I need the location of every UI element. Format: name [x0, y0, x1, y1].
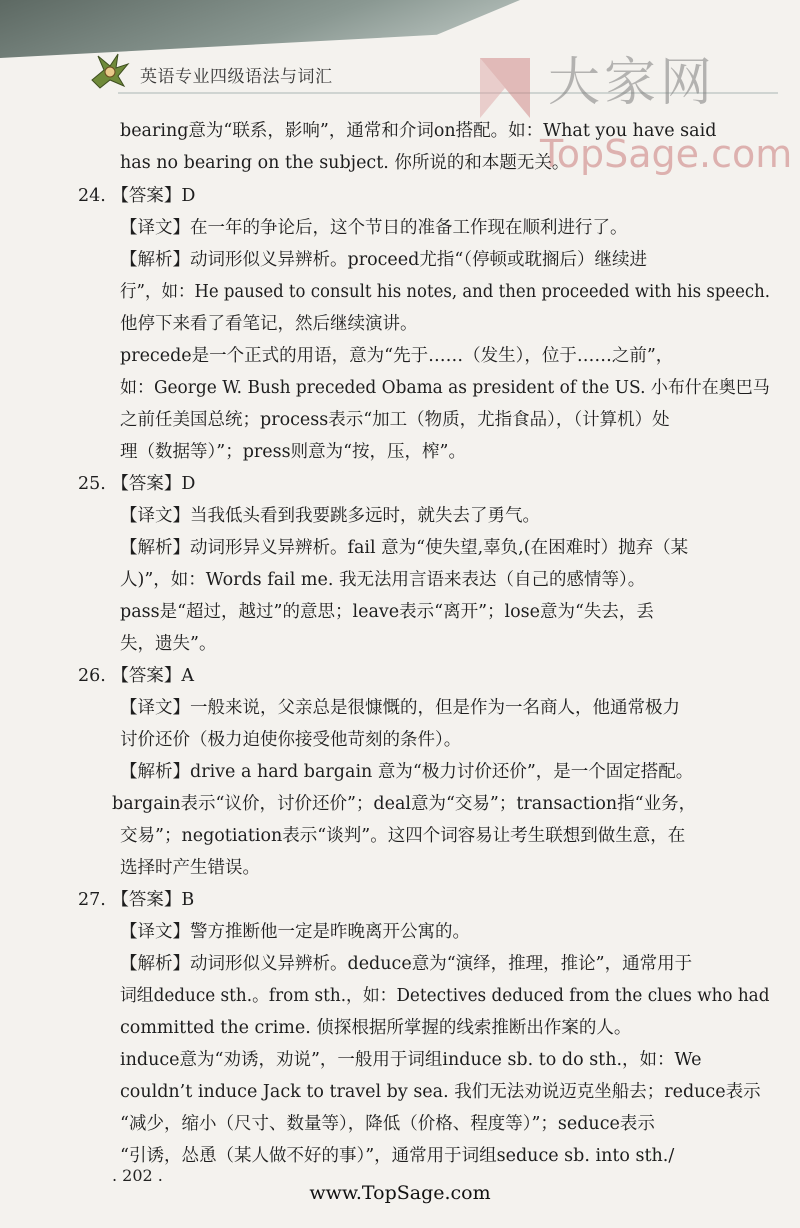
- text-line: 如：George W. Bush preceded Obama as president of the US. 小布什在奥巴马: [120, 378, 770, 398]
- text-line: 行”，如：He paused to consult his notes, and then proceeded with his speech.: [120, 282, 771, 302]
- watermark-english: TopSage.com: [540, 132, 793, 176]
- book-title: 英语专业四级语法与词汇: [140, 67, 333, 87]
- analysis-line: 【解析】drive a hard bargain 意为“极力讨价还价”，是一个固定搭配。: [120, 762, 694, 782]
- text-line: “减少，缩小（尺寸、数量等），降低（价格、程度等）”；seduce表示: [120, 1114, 655, 1134]
- translation-line: 【译文】警方推断他一定是昨晚离开公寓的。: [120, 922, 470, 942]
- text-line: 人)”，如：Words fail me. 我无法用言语来表达（自己的感情等）。: [120, 570, 646, 590]
- text-line: has no bearing on the subject. 你所说的和本题无关。: [120, 153, 570, 173]
- text-line: couldn’t induce Jack to travel by sea. 我们无法劝说迈克坐船去；reduce表示: [120, 1082, 761, 1102]
- text-line: precede是一个正式的用语，意为“先于……（发生），位于……之前”，: [120, 346, 674, 366]
- text-line: committed the crime. 侦探根据所掌握的线索推断出作案的人。: [120, 1018, 632, 1038]
- text-line: 交易”；negotiation表示“谈判”。这四个词容易让考生联想到做生意，在: [120, 826, 686, 846]
- question-heading: 26. 【答案】A: [78, 666, 195, 686]
- text-line: bearing意为“联系，影响”，通常和介词on搭配。如：What you have said: [120, 121, 717, 141]
- text-line: bargain表示“议价，讨价还价”；deal意为“交易”；transaction指“业务，: [112, 794, 697, 814]
- question-heading: 25. 【答案】D: [78, 474, 196, 494]
- text-line: 他停下来看了看笔记，然后继续演讲。: [120, 314, 418, 334]
- analysis-line: 【解析】动词形异义异辨析。fail 意为“使失望,辜负,(在困难时）抛弃（某: [120, 538, 689, 558]
- translation-line: 【译文】一般来说，父亲总是很慷慨的，但是作为一名商人，他通常极力: [120, 698, 680, 718]
- translation-line: 【译文】当我低头看到我要跳多远时，就失去了勇气。: [120, 506, 540, 526]
- question-heading: 24. 【答案】D: [78, 186, 196, 206]
- text-line: “引诱，怂恿（某人做不好的事）”，通常用于词组seduce sb. into sth./: [120, 1146, 675, 1166]
- text-line: 选择时产生错误。: [120, 858, 260, 878]
- text-line: 失，遗失”。: [120, 634, 217, 654]
- mascot-icon: [88, 50, 132, 90]
- footer-url: www.TopSage.com: [309, 1182, 491, 1204]
- analysis-line: 【解析】动词形似义异辨析。proceed尤指“（停顿或耽搁后）继续进: [120, 250, 648, 270]
- header-band: [0, 0, 520, 58]
- text-line: pass是“超过，越过”的意思；leave表示“离开”；lose意为“失去，丢: [120, 602, 654, 622]
- watermark-chinese: 大家网: [548, 53, 717, 113]
- question-heading: 27. 【答案】B: [78, 890, 195, 910]
- translation-line: 【译文】在一年的争论后，这个节日的准备工作现在顺利进行了。: [120, 218, 628, 238]
- text-line: 词组deduce sth.。from sth.，如：Detectives deduced from the clues who had: [120, 986, 770, 1006]
- text-line: 讨价还价（极力迫使你接受他苛刻的条件）。: [120, 730, 462, 750]
- text-line: 理（数据等）”；press则意为“按，压，榨”。: [120, 442, 466, 462]
- text-line: induce意为“劝诱，劝说”，一般用于词组induce sb. to do sth.，如：We: [120, 1050, 702, 1070]
- analysis-line: 【解析】动词形似义异辨析。deduce意为“演绎，推理，推论”，通常用于: [120, 954, 693, 974]
- topsage-logo-icon: [470, 48, 540, 128]
- page-number: . 202 .: [112, 1166, 163, 1185]
- text-line: 之前任美国总统；process表示“加工（物质，尤指食品），（计算机）处: [120, 410, 670, 430]
